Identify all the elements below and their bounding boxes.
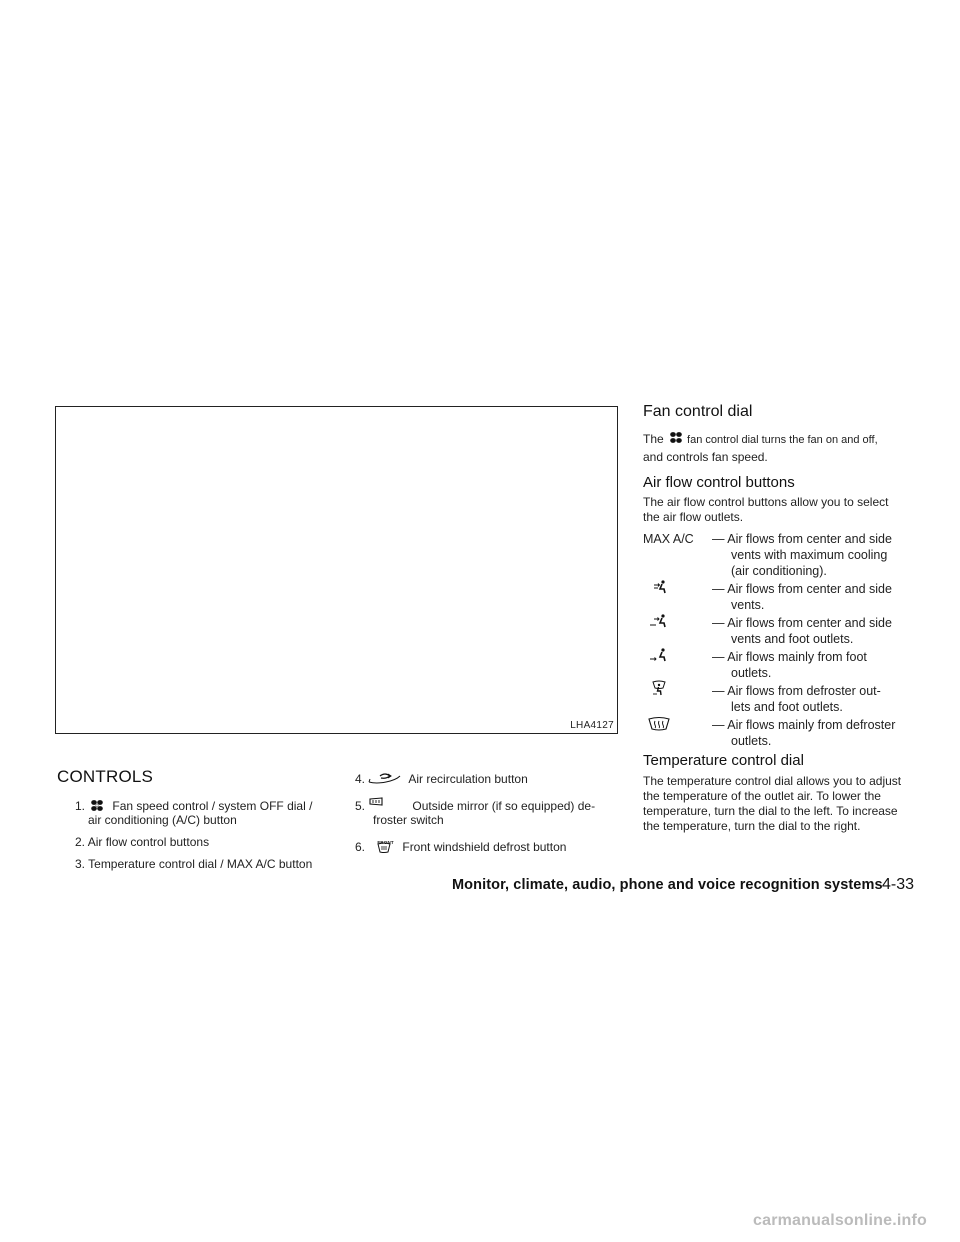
controls-item-6: 6. FRONT Front windshield defrost button — [355, 839, 567, 854]
controls-item-5-cont: froster switch — [373, 813, 444, 827]
fan-heading: Fan control dial — [643, 403, 753, 420]
temp-line1: The temperature control dial allows you to adjust — [643, 774, 902, 788]
bi-level-icon — [648, 613, 670, 629]
fan-icon — [90, 799, 104, 812]
mode-bi-level-line1: — Air flows from center and side — [712, 616, 892, 630]
mode-max-ac-line3: (air conditioning). — [731, 564, 827, 578]
airflow-intro-line1: The air flow control buttons allow you to select — [643, 495, 889, 509]
front-defrost-icon: FRONT — [368, 841, 402, 855]
controls-item-1-cont: air conditioning (A/C) button — [88, 813, 237, 827]
fan-icon — [669, 431, 683, 444]
mode-bi-level-line2: vents and foot outlets. — [731, 632, 854, 646]
fan-text-line1: The fan control dial turns the fan on and off, — [643, 432, 878, 446]
controls-item-1: 1. Fan speed control / system OFF dial / — [75, 799, 313, 813]
mode-max-ac-label: MAX A/C — [643, 532, 694, 546]
watermark: carmanualsonline.info — [753, 1212, 928, 1229]
airflow-heading: Air flow control buttons — [643, 474, 795, 491]
temp-line2: the temperature of the outlet air. To lower the — [643, 789, 881, 803]
controls-item-2: 2. Air flow control buttons — [75, 835, 210, 849]
fan-text-line2: and controls fan speed. — [643, 450, 768, 464]
mode-foot-defrost-line1: — Air flows from defroster out- — [712, 684, 881, 698]
foot-defrost-icon — [650, 680, 668, 698]
foot-icon — [648, 647, 670, 663]
page-number: 4-33 — [882, 876, 915, 893]
mode-vent-line2: vents. — [731, 598, 765, 612]
mode-max-ac-line2: vents with maximum cooling — [731, 548, 888, 562]
airflow-intro-line2: the air flow outlets. — [643, 510, 744, 524]
controls-heading: CONTROLS — [57, 767, 154, 786]
recirculation-icon — [366, 771, 406, 785]
mode-max-ac-line1: — Air flows from center and side — [712, 532, 892, 546]
figure-frame — [55, 406, 618, 734]
figure-label: LHA4127 — [570, 720, 614, 731]
mirror-defroster-icon — [368, 796, 386, 810]
vent-icon — [652, 579, 670, 595]
temp-line4: the temperature, turn the dial to the right. — [643, 819, 861, 833]
mode-foot-line1: — Air flows mainly from foot — [712, 650, 867, 664]
controls-item-4: 4. Air recirculation button — [355, 772, 528, 786]
defrost-icon — [647, 716, 671, 732]
temp-heading: Temperature control dial — [643, 752, 804, 769]
temp-line3: temperature, turn the dial to the left. To increase — [643, 804, 898, 818]
mode-foot-defrost-line2: lets and foot outlets. — [731, 700, 843, 714]
controls-item-3: 3. Temperature control dial / MAX A/C button — [75, 857, 313, 871]
mode-foot-line2: outlets. — [731, 666, 772, 680]
mode-defrost-line2: outlets. — [731, 734, 772, 748]
footer-section-title: Monitor, climate, audio, phone and voice recognition systems — [452, 877, 883, 893]
controls-item-5: 5. Outside mirror (if so equipped) de- — [355, 799, 595, 814]
mode-vent-line1: — Air flows from center and side — [712, 582, 892, 596]
mode-defrost-line1: — Air flows mainly from defroster — [712, 718, 896, 732]
